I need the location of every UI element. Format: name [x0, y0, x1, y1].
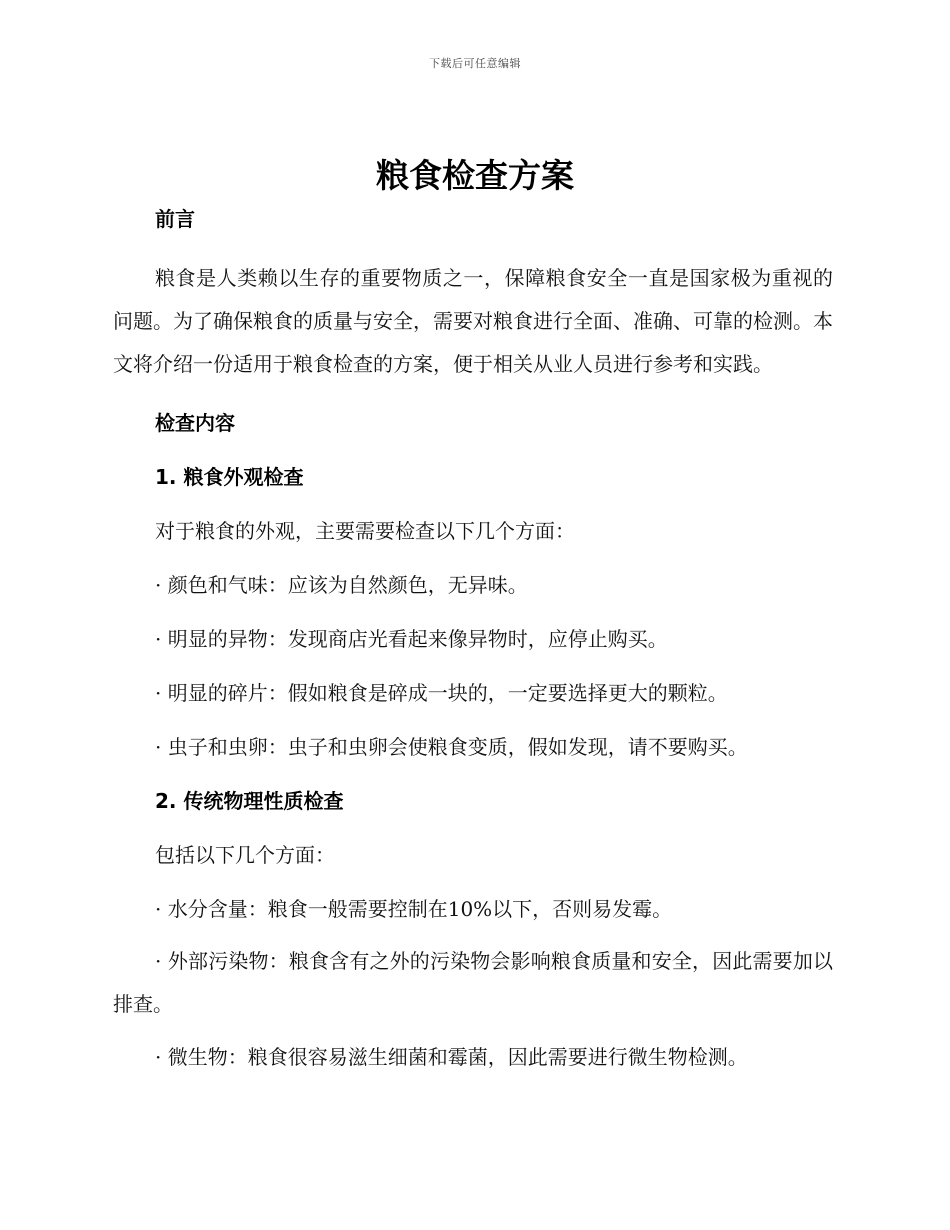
content-heading: 检查内容 [155, 411, 235, 435]
list-item: · 明显的碎片：假如粮食是碎成一块的，一定要选择更大的颗粒。 [155, 681, 728, 705]
page-title: 粮食检查方案 [376, 156, 574, 195]
document-body [113, 202, 833, 1074]
header-note: 下载后可任意编辑 [429, 57, 521, 70]
section-1-heading: 1. 粮食外观检查 [155, 465, 304, 489]
preface-paragraph: 粮食是人类赖以生存的重要物质之一，保障粮食安全一直是国家极为重视的问题。为了确保粮食的质量与安全，需要对粮食进行全面、准确、可靠的检测。本文将介绍一份适用于粮食检查的方案，便于相关从业人员进行参考和实践。 [113, 266, 833, 376]
section-2-intro: 包括以下几个方面： [155, 843, 335, 867]
preface-heading: 前言 [155, 207, 195, 231]
list-item: · 虫子和虫卵：虫子和虫卵会使粮食变质，假如发现，请不要购买。 [155, 735, 748, 759]
list-item: · 明显的异物：发现商店光看起来像异物时，应停止购买。 [155, 627, 668, 651]
list-item: · 微生物：粮食很容易滋生细菌和霉菌，因此需要进行微生物检测。 [155, 1045, 748, 1069]
list-item: · 颜色和气味：应该为自然颜色，无异味。 [155, 573, 528, 597]
section-1-intro: 对于粮食的外观，主要需要检查以下几个方面： [155, 519, 575, 543]
section-2-heading: 2. 传统物理性质检查 [155, 789, 344, 813]
list-item: · 外部污染物：粮食含有之外的污染物会影响粮食质量和安全，因此需要加以排查。 [113, 949, 833, 1016]
list-item: · 水分含量：粮食一般需要控制在10%以下，否则易发霉。 [155, 897, 673, 921]
